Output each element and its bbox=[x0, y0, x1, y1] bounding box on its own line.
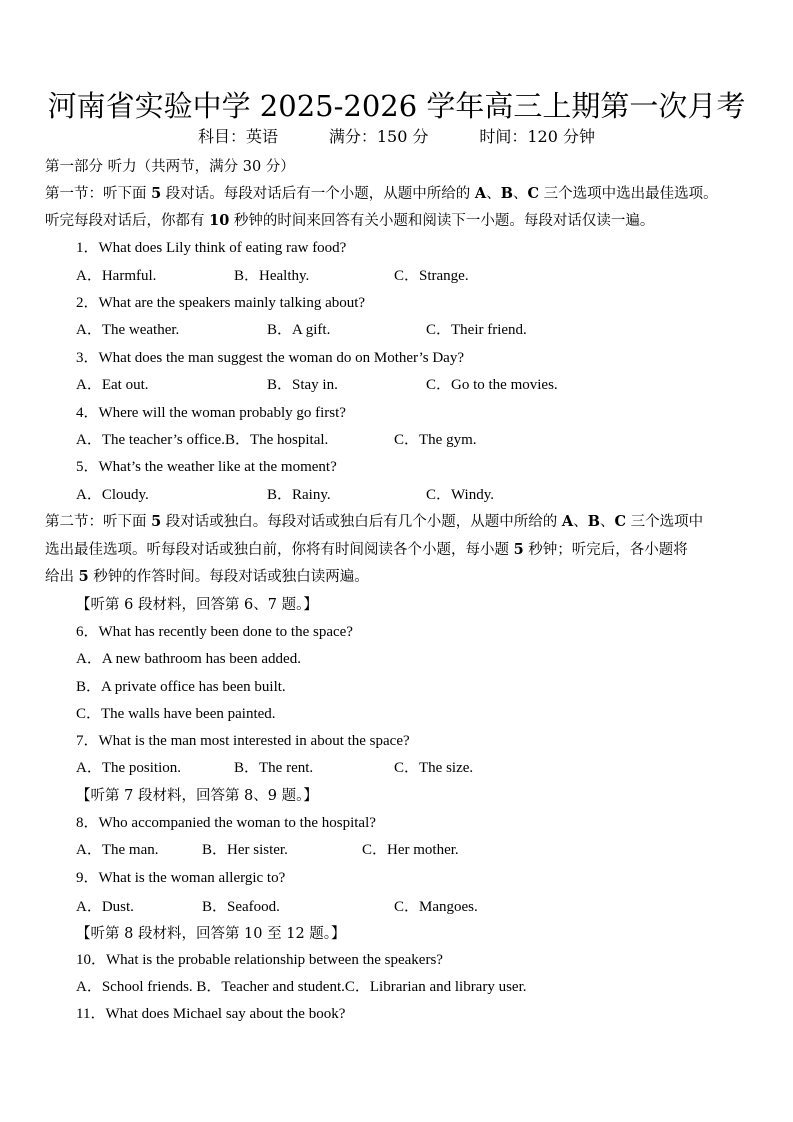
exam-info bbox=[0, 126, 793, 148]
options-line: A．School friends. B．Teacher and student.C．Librarian and library user. bbox=[76, 979, 527, 995]
option-b: B．Rainy. bbox=[267, 487, 331, 503]
section2-instructions-line2: 选出最佳选项。听每段对话或独白前，你将有时间阅读各个小题，每小题 5 秒钟；听完后，各小题将 bbox=[45, 541, 688, 558]
option-b: B．Stay in. bbox=[267, 377, 338, 393]
option-b: B．A gift. bbox=[267, 322, 331, 338]
question-stem: 10．What is the probable relationship between the speakers? bbox=[76, 952, 443, 968]
subject-label: 科目：英语 bbox=[197, 127, 278, 146]
option-a: A．A new bathroom has been added. bbox=[76, 651, 301, 667]
exam-title: 河南省实验中学 2025-2026 学年高三上期第一次月考 bbox=[47, 89, 746, 123]
question-stem: 3．What does the man suggest the woman do on Mother’s Day? bbox=[76, 350, 464, 366]
section2-instructions-line1: 第二节：听下面 5 段对话或独白。每段对话或独白后有几个小题，从题中所给的 A、B、C 三个选项中 bbox=[45, 513, 704, 530]
option-a: A．Eat out. bbox=[76, 377, 149, 393]
option-c: C．Her mother. bbox=[362, 842, 459, 858]
question-stem: 2．What are the speakers mainly talking about? bbox=[76, 295, 366, 311]
option-c: C．Mangoes. bbox=[394, 899, 478, 915]
question-stem: 5．What’s the weather like at the moment? bbox=[76, 459, 337, 475]
question-stem: 1．What does Lily think of eating raw food? bbox=[76, 240, 347, 256]
option-c: C．The walls have been painted. bbox=[76, 706, 276, 722]
option-b: B．A private office has been built. bbox=[76, 679, 286, 695]
option-a: A．The position. bbox=[76, 760, 181, 776]
time-label: 时间：120 分钟 bbox=[479, 127, 595, 146]
part1-heading: 第一部分 听力（共两节，满分 30 分） bbox=[45, 159, 295, 175]
section1-instructions-line1: 第一节：听下面 5 段对话。每段对话后有一个小题，从题中所给的 A、B、C 三个选项中选出最佳选项。 bbox=[45, 185, 718, 202]
material-6-note: 【听第 6 段材料，回答第 6、7 题。】 bbox=[76, 597, 318, 613]
option-b: B．Healthy. bbox=[234, 268, 310, 284]
option-c: C．Their friend. bbox=[426, 322, 527, 338]
section2-instructions-line3: 给出 5 秒钟的作答时间。每段对话或独白读两遍。 bbox=[45, 568, 369, 585]
section1-instructions-line2: 听完每段对话后，你都有 10 秒钟的时间来回答有关小题和阅读下一小题。每段对话仅读一遍。 bbox=[45, 212, 655, 229]
question-stem: 9．What is the woman allergic to? bbox=[76, 870, 286, 886]
option-c: C．Strange. bbox=[394, 268, 469, 284]
option-b: B．Her sister. bbox=[202, 842, 288, 858]
question-stem: 7．What is the man most interested in about the space? bbox=[76, 733, 410, 749]
option-a: A．Cloudy. bbox=[76, 487, 149, 503]
question-stem: 11．What does Michael say about the book? bbox=[76, 1006, 346, 1022]
option-a: A．Harmful. bbox=[76, 268, 157, 284]
option-c: C．Windy. bbox=[426, 487, 495, 503]
option-a: A．Dust. bbox=[76, 899, 134, 915]
option-a: A．The man. bbox=[76, 842, 159, 858]
option-a: A．The weather. bbox=[76, 322, 180, 338]
material-8-note: 【听第 8 段材料，回答第 10 至 12 题。】 bbox=[76, 926, 346, 942]
material-7-note: 【听第 7 段材料，回答第 8、9 题。】 bbox=[76, 788, 318, 804]
question-stem: 6．What has recently been done to the space? bbox=[76, 624, 353, 640]
option-b: B．Seafood. bbox=[202, 899, 280, 915]
option-c: C．The size. bbox=[394, 760, 474, 776]
option-c: C．The gym. bbox=[394, 432, 477, 448]
option-c: C．Go to the movies. bbox=[426, 377, 558, 393]
option-a-b: A．The teacher’s office.B．The hospital. bbox=[76, 432, 329, 448]
question-stem: 4．Where will the woman probably go first? bbox=[76, 405, 346, 421]
score-label: 满分：150 分 bbox=[328, 127, 429, 146]
option-b: B．The rent. bbox=[234, 760, 314, 776]
question-stem: 8．Who accompanied the woman to the hospital? bbox=[76, 815, 376, 831]
